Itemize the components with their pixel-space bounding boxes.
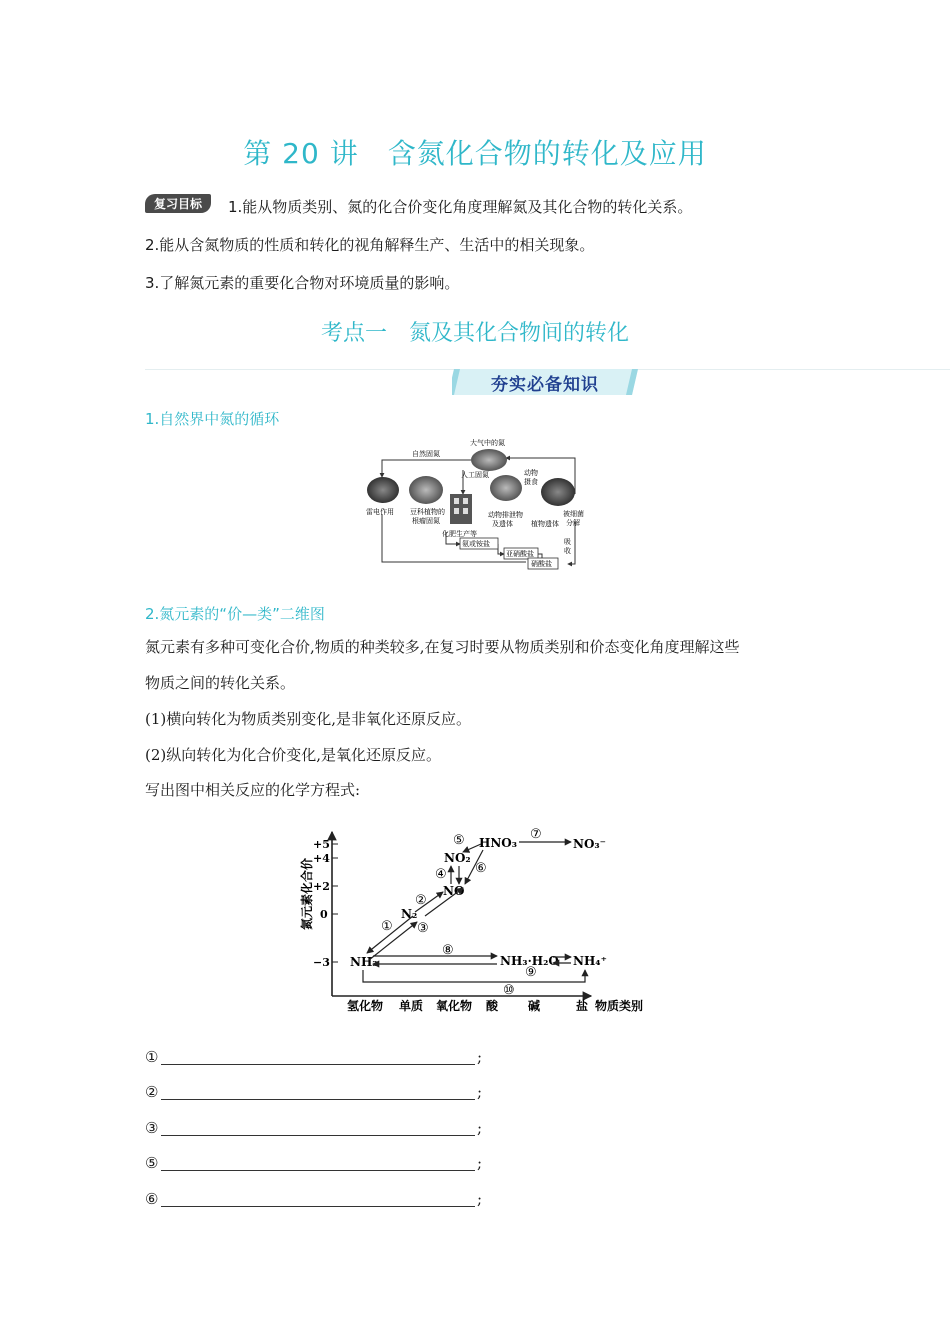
xcat-oxide: 氧化物: [436, 999, 473, 1013]
blank-end-6: ;: [477, 1190, 483, 1208]
cycle-bacteria-2: 分解: [566, 519, 580, 527]
subsection-valence-class: 2.氮元素的“价—类”二维图: [145, 605, 325, 623]
subsection-nitrogen-cycle: 1.自然界中氮的循环: [145, 410, 280, 428]
review-goals-badge: 复习目标: [145, 194, 211, 213]
blank-end-5: ;: [477, 1154, 483, 1172]
blank-num-6: ⑥: [145, 1190, 159, 1208]
blank-num-1: ①: [145, 1048, 159, 1066]
blank-5[interactable]: [145, 1154, 485, 1174]
nitrogen-cycle-figure: [356, 432, 596, 572]
cycle-lightning: 雷电作用: [366, 508, 394, 516]
circ-7: ⑦: [530, 827, 542, 842]
cycle-legume-1: 豆科植物的: [410, 508, 445, 516]
cycle-bacteria-1: 被细菌: [563, 510, 584, 518]
banner-label: 夯实必备知识: [491, 375, 599, 395]
blank-1[interactable]: [145, 1048, 485, 1068]
paragraph-4: 写出图中相关反应的化学方程式:: [145, 781, 361, 799]
species-no: NO: [443, 884, 465, 898]
cycle-atm: 大气中的氮: [470, 439, 505, 447]
blank-3[interactable]: [145, 1119, 485, 1139]
circ-1: ①: [381, 919, 393, 934]
cycle-animal-waste-2: 及遗体: [492, 520, 513, 528]
cycle-nitrite: 亚硝酸盐: [506, 550, 534, 558]
ytick-p5: +5: [313, 838, 330, 851]
species-no2: NO₂: [444, 851, 471, 865]
circ-10: ⑩: [503, 983, 515, 998]
paragraph-3: (2)纵向转化为化合价变化,是氧化还原反应。: [145, 746, 442, 764]
blank-6[interactable]: [145, 1190, 485, 1210]
cycle-ammonia-salt: 氨或铵盐: [462, 540, 490, 548]
cycle-fertilizer: 化肥生产等: [442, 530, 477, 538]
xcat-acid: 酸: [486, 999, 499, 1013]
blank-num-2: ②: [145, 1083, 159, 1101]
valence-class-diagram: [295, 820, 655, 1020]
paragraph-2: (1)横向转化为物质类别变化,是非氧化还原反应。: [145, 710, 472, 728]
section-title: 考点一 氮及其化合物间的转化: [320, 321, 629, 346]
paragraph-1a: 氮元素有多种可变化合价,物质的种类较多,在复习时要从物质类别和价态变化角度理解这些: [145, 638, 740, 656]
ytick-p4: +4: [313, 852, 330, 865]
ytick-m3: −3: [313, 956, 330, 969]
species-nh4: NH₄⁺: [573, 954, 607, 968]
xcat-salt: 盐: [576, 999, 589, 1013]
circ-5: ⑤: [453, 833, 465, 848]
circ-3: ③: [417, 921, 429, 936]
blank-end-1: ;: [477, 1048, 483, 1066]
goal-2: 2.能从含氮物质的性质和转化的视角解释生产、生活中的相关现象。: [145, 236, 595, 254]
cycle-legume-2: 根瘤固氮: [412, 517, 440, 525]
ytick-p2: +2: [313, 880, 330, 893]
cycle-absorb-2: 收: [564, 547, 571, 555]
xcat-base: 碱: [528, 999, 541, 1013]
circ-6: ⑥: [475, 861, 487, 876]
species-no3: NO₃⁻: [573, 837, 607, 851]
cycle-animal-eat-2: 摄食: [524, 478, 538, 486]
page-title: 第 20 讲 含氮化合物的转化及应用: [243, 137, 707, 170]
xcat-hydride: 氢化物: [347, 999, 384, 1013]
circ-9: ⑨: [525, 965, 537, 980]
species-nh3: NH₃: [350, 955, 378, 969]
cycle-animal-waste-1: 动物排泄物: [488, 511, 523, 519]
species-nh3h2o: NH₃·H₂O: [500, 954, 559, 968]
paragraph-1b: 物质之间的转化关系。: [145, 674, 296, 692]
cycle-nitrate: 硝酸盐: [531, 560, 552, 568]
cycle-animal-eat-1: 动物: [524, 469, 538, 477]
species-n2: N₂: [401, 907, 418, 921]
blank-num-5: ⑤: [145, 1154, 159, 1172]
blank-end-3: ;: [477, 1119, 483, 1137]
blank-2[interactable]: [145, 1083, 485, 1103]
x-axis-label: 物质类别: [595, 999, 644, 1013]
cycle-plant-remains: 植物遗体: [531, 520, 559, 528]
cycle-natural: 自然固氮: [412, 450, 440, 458]
blank-end-2: ;: [477, 1083, 483, 1101]
circ-8: ⑧: [442, 943, 454, 958]
xcat-element: 单质: [399, 999, 424, 1013]
circ-2: ②: [415, 893, 427, 908]
circ-4: ④: [435, 867, 447, 882]
y-axis-label: 氮元素化合价: [300, 857, 314, 930]
goal-3: 3.了解氮元素的重要化合物对环境质量的影响。: [145, 274, 460, 292]
blank-num-3: ③: [145, 1119, 159, 1137]
ytick-0: 0: [320, 908, 328, 921]
goal-1: 1.能从物质类别、氮的化合价变化角度理解氮及其化合物的转化关系。: [228, 198, 693, 216]
cycle-artificial: 人工固氮: [461, 471, 489, 479]
cycle-absorb-1: 吸: [564, 538, 571, 546]
species-hno3: HNO₃: [479, 836, 518, 850]
